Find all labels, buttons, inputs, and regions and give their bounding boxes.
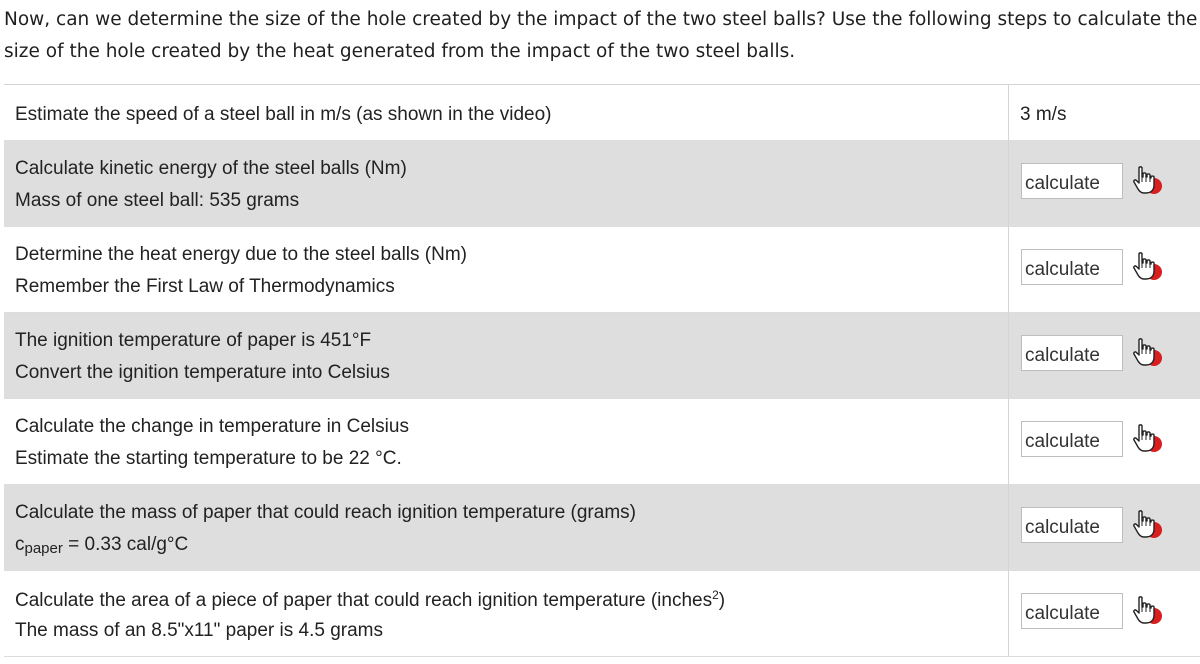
calculate-button[interactable]: calculate bbox=[1021, 593, 1123, 629]
step-label bbox=[15, 588, 725, 612]
column-divider bbox=[1008, 85, 1009, 140]
column-divider bbox=[1008, 399, 1009, 484]
step-label-main: Calculate the area of a piece of paper that could reach ignition temperature (inches bbox=[15, 590, 713, 611]
step-note: Estimate the starting temperature to be 22 °C. bbox=[15, 448, 402, 469]
column-divider bbox=[1008, 571, 1009, 656]
steps-table bbox=[4, 84, 1200, 657]
specific-heat-value: = 0.33 cal/g°C bbox=[62, 534, 189, 555]
column-divider bbox=[1008, 227, 1009, 312]
calculate-button[interactable]: calculate bbox=[1021, 421, 1123, 457]
step-note: Mass of one steel ball: 535 grams bbox=[15, 190, 300, 211]
hint-hand-icon[interactable] bbox=[1130, 251, 1164, 283]
hint-hand-icon[interactable] bbox=[1130, 595, 1164, 627]
hint-hand-icon[interactable] bbox=[1130, 509, 1164, 541]
column-divider bbox=[1008, 485, 1009, 570]
step-label: Determine the heat energy due to the steel balls (Nm) bbox=[15, 244, 468, 265]
step-label: Calculate the change in temperature in Celsius bbox=[15, 416, 409, 437]
table-row bbox=[4, 485, 1200, 571]
hint-hand-icon[interactable] bbox=[1130, 165, 1164, 197]
step-label-sup: 2 bbox=[712, 588, 719, 602]
calculate-button[interactable]: calculate bbox=[1021, 249, 1123, 285]
table-row bbox=[4, 571, 1200, 657]
step-label: The ignition temperature of paper is 451°F bbox=[15, 330, 372, 351]
specific-heat-subscript: paper bbox=[24, 540, 63, 557]
step-note: The mass of an 8.5"x11" paper is 4.5 grams bbox=[15, 620, 383, 641]
table-row bbox=[4, 399, 1200, 485]
specific-heat-symbol: c bbox=[15, 534, 25, 555]
step-note: Remember the First Law of Thermodynamics bbox=[15, 276, 395, 297]
column-divider bbox=[1008, 141, 1009, 226]
column-divider bbox=[1008, 313, 1009, 398]
hint-hand-icon[interactable] bbox=[1130, 423, 1164, 455]
intro-text: Now, can we determine the size of the hole created by the impact of the two steel balls? Use the following steps to calculate the size of the hole created by the heat generated from the impact of the two steel balls. bbox=[4, 9, 1198, 62]
step-label: Calculate kinetic energy of the steel balls (Nm) bbox=[15, 158, 407, 179]
table-row bbox=[4, 313, 1200, 399]
step-label: Calculate the mass of paper that could reach ignition temperature (grams) bbox=[15, 502, 636, 523]
step-label-end: ) bbox=[718, 590, 726, 611]
calculate-button[interactable]: calculate bbox=[1021, 507, 1123, 543]
calculate-button[interactable]: calculate bbox=[1021, 163, 1123, 199]
step-note: Convert the ignition temperature into Celsius bbox=[15, 362, 390, 383]
table-row bbox=[4, 227, 1200, 313]
step-note bbox=[15, 534, 188, 556]
speed-value: 3 m/s bbox=[1020, 104, 1067, 125]
step-label: Estimate the speed of a steel ball in m/s (as shown in the video) bbox=[15, 104, 552, 125]
hint-hand-icon[interactable] bbox=[1130, 337, 1164, 369]
table-row bbox=[4, 141, 1200, 227]
table-row bbox=[4, 85, 1200, 141]
calculate-button[interactable]: calculate bbox=[1021, 335, 1123, 371]
